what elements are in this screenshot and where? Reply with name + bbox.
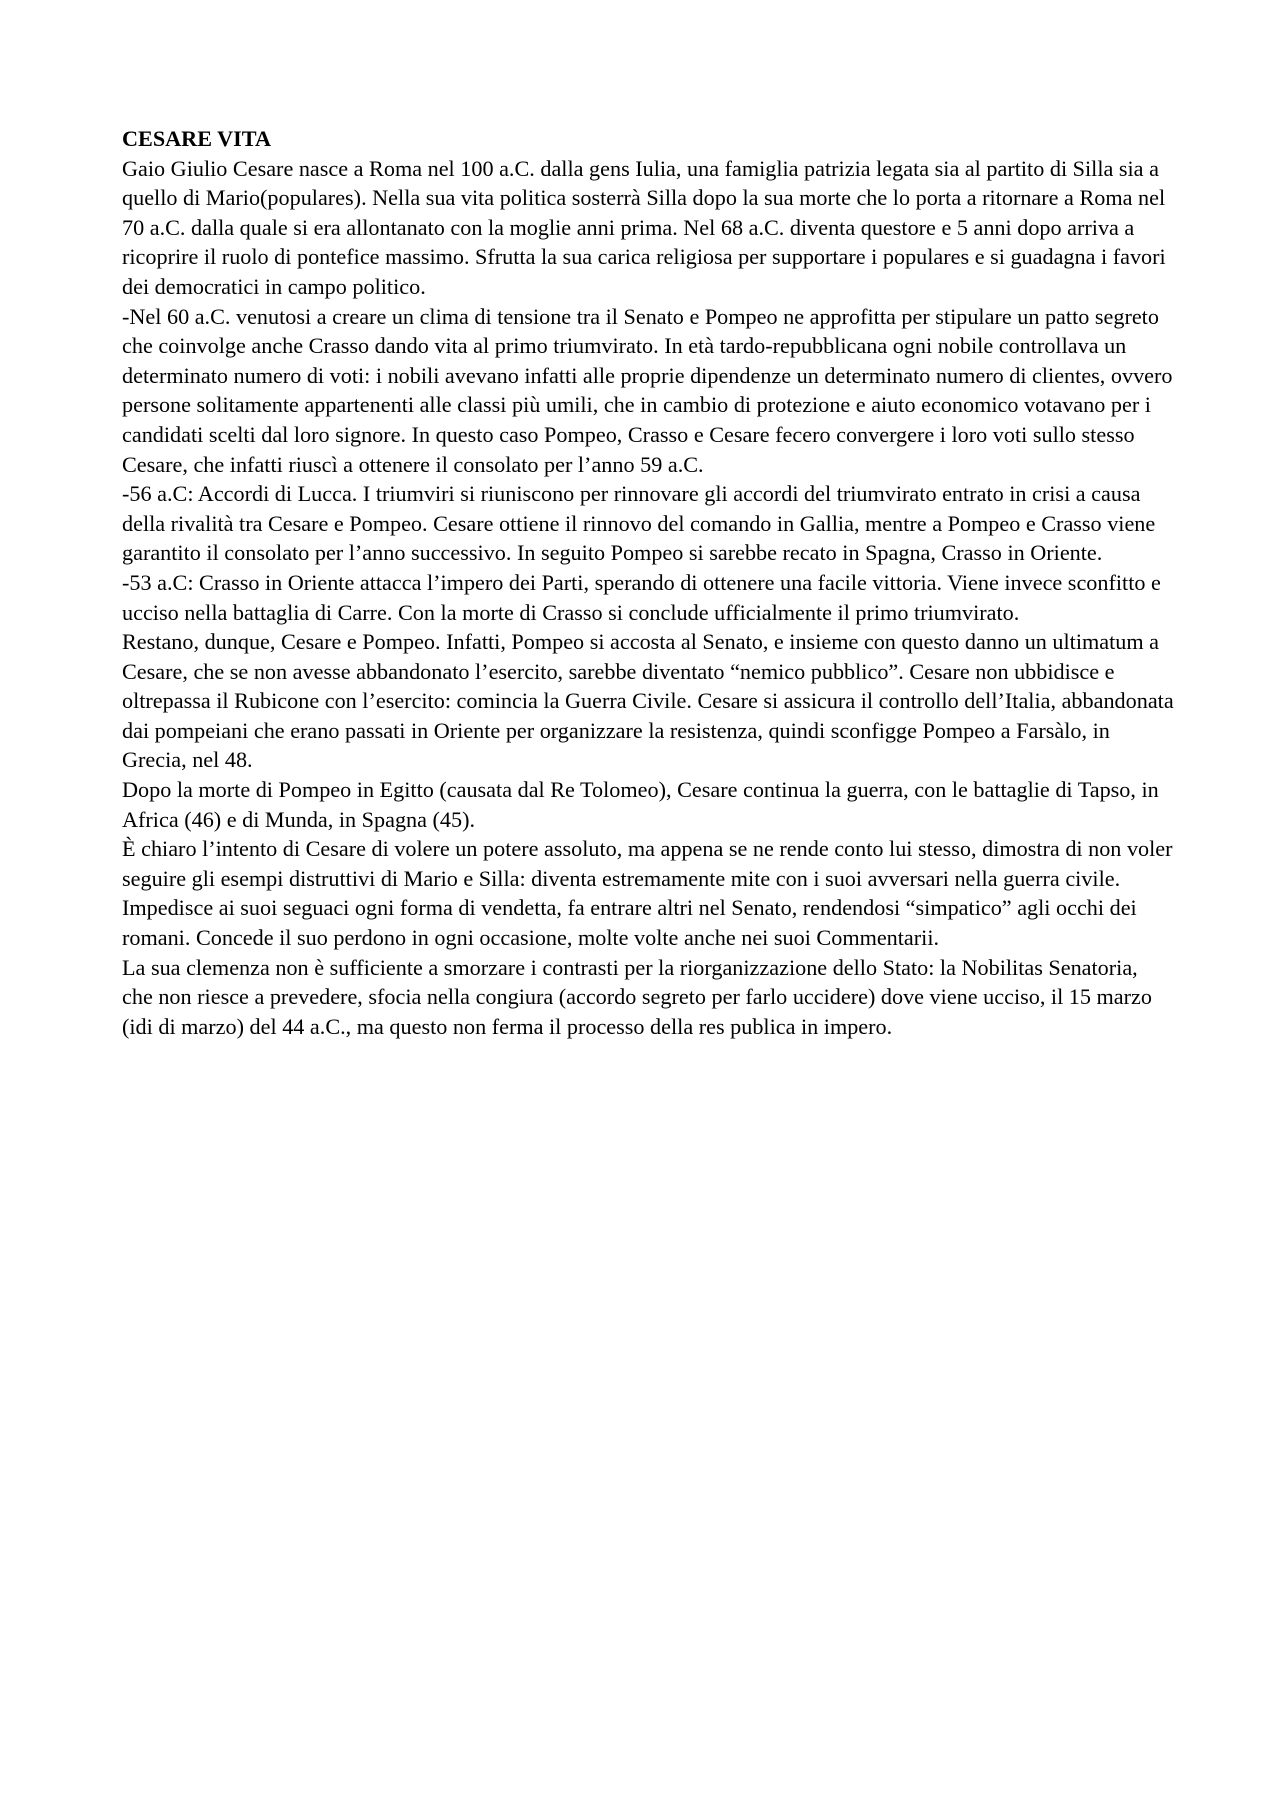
paragraph-first-triumvirate: -Nel 60 a.C. venutosi a creare un clima di tensione tra il Senato e Pompeo ne approfitta per stipulare un patto segreto che coinvolge anche Crasso dando vita al primo triumvirato. In età tardo-repubblicana ogni nobile controllava un determinato numero di voti: i nobili avevano infatti alle proprie dipendenze un determinato numero di clientes, ovvero persone solitamente appartenenti alle classi più umili, che in cambio di protezione e aiuto economico votavano per i candidati scelti dal loro signore. In questo caso Pompeo, Crasso e Cesare fecero convergere i loro voti sullo stesso Cesare, che infatti riuscì a ottenere il consolato per l’anno 59 a.C. (122, 303, 1173, 477)
paragraph-conspiracy: La sua clemenza non è sufficiente a smorzare i contrasti per la riorganizzazione dello Stato: la Nobilitas Senatoria, che non riesce a prevedere, sfocia nella congiura (accordo segreto per farlo uccidere) dove viene ucciso, il 15 marzo (idi di marzo) del 44 a.C., ma questo non ferma il processo della res publica in impero. (122, 954, 1152, 1039)
paragraph-birth: Gaio Giulio Cesare nasce a Roma nel 100 a.C. dalla gens Iulia, una famiglia patrizia legata sia al partito di Silla sia a quello di Mario(populares). Nella sua vita politica sosterrà Silla dopo la sua morte che lo porta a ritornare a Roma nel 70 a.C. dalla quale si era allontanato con la moglie anni prima. Nel 68 a.C. diventa questore e 5 anni dopo arriva a ricoprire il ruolo di pontefice massimo. Sfrutta la sua carica religiosa per supportare i populares e si guadagna i favori dei democratici in campo politico. (122, 155, 1166, 299)
paragraph-pompey-death: Dopo la morte di Pompeo in Egitto (causata dal Re Tolomeo), Cesare continua la guerra, con le battaglie di Tapso, in Africa (46) e di Munda, in Spagna (45). (122, 777, 1159, 832)
paragraph-civil-war: Restano, dunque, Cesare e Pompeo. Infatti, Pompeo si accosta al Senato, e insieme con questo danno un ultimatum a Cesare, che se non avesse abbandonato l’esercito, sarebbe diventato “nemico pubblico”. Cesare non ubbidisce e oltrepassa il Rubicone con l’esercito: comincia la Guerra Civile. Cesare si assicura il controllo dell’Italia, abbandonata dai pompeiani che erano passati in Oriente per organizzare la resistenza, quindi sconfigge Pompeo a Farsàlo, in Grecia, nel 48. (122, 629, 1174, 773)
document-body (122, 124, 1174, 1041)
paragraph-lucca-accords: -56 a.C: Accordi di Lucca. I triumviri si riuniscono per rinnovare gli accordi del triumvirato entrato in crisi a causa della rivalità tra Cesare e Pompeo. Cesare ottiene il rinnovo del comando in Gallia, mentre a Pompeo e Crasso viene garantito il consolato per l’anno successivo. In seguito Pompeo si sarebbe recato in Spagna, Crasso in Oriente. (122, 481, 1156, 566)
document-title: CESARE VITA (122, 126, 271, 151)
paragraph-clemency: È chiaro l’intento di Cesare di volere un potere assoluto, ma appena se ne rende conto lui stesso, dimostra di non voler seguire gli esempi distruttivi di Mario e Silla: diventa estremamente mite con i suoi avversari nella guerra civile. Impedisce ai suoi seguaci ogni forma di vendetta, fa entrare altri nel Senato, rendendosi “simpatico” agli occhi dei romani. Concede il suo perdono in ogni occasione, molte volte anche nei suoi Commentarii. (122, 836, 1173, 951)
paragraph-crassus-death: -53 a.C: Crasso in Oriente attacca l’impero dei Parti, sperando di ottenere una facile vittoria. Viene invece sconfitto e ucciso nella battaglia di Carre. Con la morte di Crasso si conclude ufficialmente il primo triumvirato. (122, 569, 1161, 625)
